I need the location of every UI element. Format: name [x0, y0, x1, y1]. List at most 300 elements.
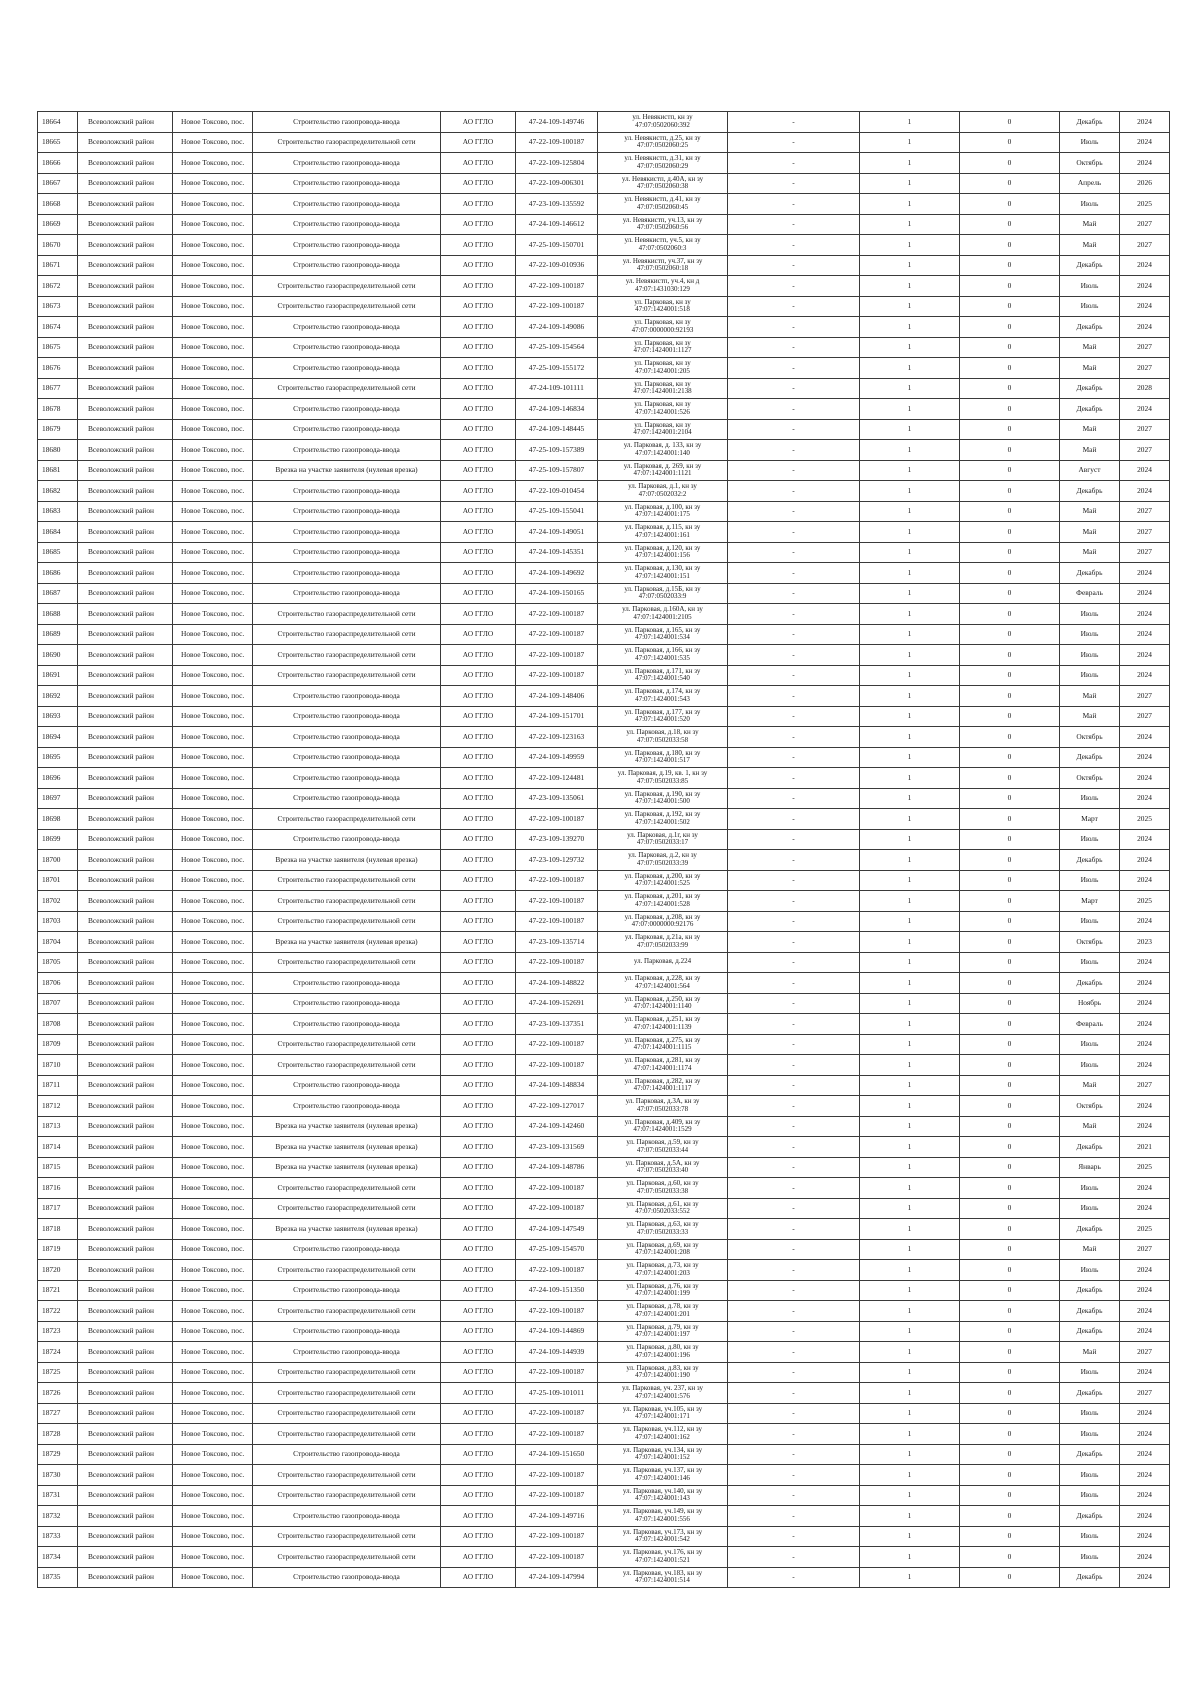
address-line: 47:07:0502033:85 — [636, 776, 689, 785]
settlement-cell: Новое Токсово, пос. — [173, 1178, 253, 1199]
address-line: ул. Парковая, д.409, кн зу — [624, 1117, 701, 1126]
dash-cell: - — [728, 1321, 860, 1342]
month-cell: Июль — [1060, 1485, 1120, 1506]
organization-cell: АО ГГЛО — [441, 235, 516, 256]
address-line: 47:07:1424001:576 — [635, 1391, 690, 1400]
district-cell: Всеволожский район — [78, 235, 173, 256]
application-code-cell: 47-22-109-100187 — [516, 809, 598, 830]
organization-cell: АО ГГЛО — [441, 1444, 516, 1465]
address-line: ул. Парковая, д.63, кн зу — [626, 1220, 699, 1229]
work-type-cell: Строительство газораспределительной сети — [253, 1055, 441, 1076]
year-cell: 2024 — [1120, 1321, 1170, 1342]
work-type-cell: Врезка на участке заявителя (нулевая врезка) — [253, 1137, 441, 1158]
address-cell — [598, 1567, 728, 1588]
dash-cell: - — [728, 932, 860, 953]
settlement-cell: Новое Токсово, пос. — [173, 358, 253, 379]
address-line: 47:07:1424001:162 — [635, 1432, 690, 1441]
work-type-cell: Строительство газопровода-ввода — [253, 563, 441, 584]
address-cell — [598, 276, 728, 297]
address-cell — [598, 1526, 728, 1547]
work-type-cell: Строительство газопровода-ввода — [253, 583, 441, 604]
row-number-cell: 18721 — [38, 1280, 78, 1301]
month-cell: Декабрь — [1060, 1444, 1120, 1465]
table-row — [38, 1362, 1170, 1383]
address-cell — [598, 1137, 728, 1158]
settlement-cell: Новое Токсово, пос. — [173, 686, 253, 707]
district-cell: Всеволожский район — [78, 973, 173, 994]
month-cell: Декабрь — [1060, 255, 1120, 276]
district-cell: Всеволожский район — [78, 153, 173, 174]
quantity-cell: 1 — [860, 645, 960, 666]
quantity-cell: 1 — [860, 1116, 960, 1137]
month-cell: Июль — [1060, 911, 1120, 932]
table-row — [38, 1219, 1170, 1240]
dash-cell: - — [728, 1034, 860, 1055]
address-cell — [598, 1116, 728, 1137]
table-row — [38, 194, 1170, 215]
dash-cell: - — [728, 1485, 860, 1506]
address-line: ул. Невякистп, д.41, кн зу — [624, 195, 701, 204]
address-line: ул. Парковая, д.250, кн зу — [624, 994, 701, 1003]
address-line: ул. Парковая, д.174, кн зу — [624, 687, 701, 696]
month-cell: Июль — [1060, 1178, 1120, 1199]
table-row — [38, 1280, 1170, 1301]
address-line: ул. Парковая, д.1, кн зу — [628, 482, 697, 491]
row-number-cell: 18735 — [38, 1567, 78, 1588]
settlement-cell: Новое Токсово, пос. — [173, 501, 253, 522]
application-code-cell: 47-25-109-154564 — [516, 337, 598, 358]
row-number-cell: 18730 — [38, 1465, 78, 1486]
year-cell: 2024 — [1120, 296, 1170, 317]
month-cell: Декабрь — [1060, 399, 1120, 420]
address-line: 47:07:0502033:58 — [636, 735, 689, 744]
row-number-cell: 18665 — [38, 132, 78, 153]
row-number-cell: 18684 — [38, 522, 78, 543]
zero-value-cell: 0 — [960, 358, 1060, 379]
application-code-cell: 47-24-109-101111 — [516, 378, 598, 399]
organization-cell: АО ГГЛО — [441, 1280, 516, 1301]
row-number-cell: 18694 — [38, 727, 78, 748]
month-cell: Май — [1060, 706, 1120, 727]
row-number-cell: 18683 — [38, 501, 78, 522]
quantity-cell: 1 — [860, 850, 960, 871]
work-type-cell: Строительство газопровода-ввода — [253, 1506, 441, 1527]
month-cell: Июль — [1060, 829, 1120, 850]
settlement-cell: Новое Токсово, пос. — [173, 891, 253, 912]
address-cell — [598, 317, 728, 338]
address-line: 47:07:1424001:161 — [635, 530, 690, 539]
work-type-cell: Строительство газопровода-ввода — [253, 235, 441, 256]
application-code-cell: 47-22-109-100187 — [516, 911, 598, 932]
work-type-cell: Строительство газораспределительной сети — [253, 1403, 441, 1424]
district-cell: Всеволожский район — [78, 645, 173, 666]
dash-cell: - — [728, 1219, 860, 1240]
application-code-cell: 47-25-109-154570 — [516, 1239, 598, 1260]
organization-cell: АО ГГЛО — [441, 747, 516, 768]
month-cell: Июль — [1060, 870, 1120, 891]
address-line: ул. Парковая, д.83, кн зу — [626, 1363, 699, 1372]
settlement-cell: Новое Токсово, пос. — [173, 1260, 253, 1281]
address-line: 47:07:1424001:1140 — [633, 1002, 692, 1011]
address-line: ул. Парковая, д.224 — [633, 957, 692, 966]
row-number-cell: 18697 — [38, 788, 78, 809]
address-line: 47:07:1424001:203 — [635, 1268, 690, 1277]
table-row — [38, 358, 1170, 379]
table-row — [38, 665, 1170, 686]
year-cell: 2024 — [1120, 1465, 1170, 1486]
zero-value-cell: 0 — [960, 1280, 1060, 1301]
address-cell — [598, 358, 728, 379]
district-cell: Всеволожский район — [78, 255, 173, 276]
table-row — [38, 809, 1170, 830]
month-cell: Май — [1060, 542, 1120, 563]
dash-cell: - — [728, 850, 860, 871]
district-cell: Всеволожский район — [78, 1424, 173, 1445]
address-line: ул. Парковая, уч.173, кн зу — [622, 1527, 703, 1536]
settlement-cell: Новое Токсово, пос. — [173, 214, 253, 235]
quantity-cell: 1 — [860, 706, 960, 727]
address-line: 47:07:0502033:39 — [636, 858, 689, 867]
zero-value-cell: 0 — [960, 952, 1060, 973]
application-code-cell: 47-24-109-149746 — [516, 112, 598, 133]
work-type-cell: Строительство газопровода-ввода — [253, 1096, 441, 1117]
district-cell: Всеволожский район — [78, 542, 173, 563]
settlement-cell: Новое Токсово, пос. — [173, 1096, 253, 1117]
district-cell: Всеволожский район — [78, 1547, 173, 1568]
table-row — [38, 624, 1170, 645]
address-line: ул. Парковая, д.100, кн зу — [624, 502, 701, 511]
table-row — [38, 1547, 1170, 1568]
dash-cell: - — [728, 1444, 860, 1465]
dash-cell: - — [728, 747, 860, 768]
dash-cell: - — [728, 973, 860, 994]
address-line: ул. Парковая, д.180, кн зу — [624, 748, 701, 757]
application-code-cell: 47-24-109-149692 — [516, 563, 598, 584]
month-cell: Декабрь — [1060, 1383, 1120, 1404]
quantity-cell: 1 — [860, 1506, 960, 1527]
zero-value-cell: 0 — [960, 911, 1060, 932]
organization-cell: АО ГГЛО — [441, 624, 516, 645]
zero-value-cell: 0 — [960, 1260, 1060, 1281]
address-line: 47:07:0502060:3 — [638, 243, 687, 252]
quantity-cell: 1 — [860, 399, 960, 420]
organization-cell: АО ГГЛО — [441, 768, 516, 789]
year-cell: 2025 — [1120, 1219, 1170, 1240]
settlement-cell: Новое Токсово, пос. — [173, 337, 253, 358]
application-code-cell: 47-24-109-142460 — [516, 1116, 598, 1137]
work-type-cell: Строительство газораспределительной сети — [253, 1465, 441, 1486]
address-cell — [598, 1444, 728, 1465]
application-code-cell: 47-22-109-100187 — [516, 645, 598, 666]
quantity-cell: 1 — [860, 132, 960, 153]
row-number-cell: 18719 — [38, 1239, 78, 1260]
address-line: 47:07:1424001:2138 — [633, 387, 692, 396]
address-line: ул. Парковая, кн зу — [634, 420, 691, 429]
application-code-cell: 47-24-109-149959 — [516, 747, 598, 768]
address-line: ул. Парковая, уч.137, кн зу — [622, 1466, 703, 1475]
zero-value-cell: 0 — [960, 1547, 1060, 1568]
table-row — [38, 1096, 1170, 1117]
organization-cell: АО ГГЛО — [441, 1547, 516, 1568]
month-cell: Декабрь — [1060, 1506, 1120, 1527]
table-row — [38, 522, 1170, 543]
work-type-cell: Строительство газопровода-ввода — [253, 686, 441, 707]
address-cell — [598, 604, 728, 625]
organization-cell: АО ГГЛО — [441, 173, 516, 194]
work-type-cell: Строительство газопровода-ввода — [253, 214, 441, 235]
application-code-cell: 47-24-109-149716 — [516, 1506, 598, 1527]
month-cell: Май — [1060, 522, 1120, 543]
district-cell: Всеволожский район — [78, 706, 173, 727]
year-cell: 2027 — [1120, 501, 1170, 522]
row-number-cell: 18695 — [38, 747, 78, 768]
row-number-cell: 18692 — [38, 686, 78, 707]
organization-cell: АО ГГЛО — [441, 1383, 516, 1404]
organization-cell: АО ГГЛО — [441, 1178, 516, 1199]
settlement-cell: Новое Токсово, пос. — [173, 809, 253, 830]
year-cell: 2024 — [1120, 399, 1170, 420]
month-cell: Май — [1060, 440, 1120, 461]
settlement-cell: Новое Токсово, пос. — [173, 1485, 253, 1506]
table-row — [38, 1526, 1170, 1547]
settlement-cell: Новое Токсово, пос. — [173, 1526, 253, 1547]
settlement-cell: Новое Токсово, пос. — [173, 235, 253, 256]
year-cell: 2027 — [1120, 706, 1170, 727]
zero-value-cell: 0 — [960, 132, 1060, 153]
address-line: ул. Парковая, кн зу — [634, 318, 691, 327]
settlement-cell: Новое Токсово, пос. — [173, 850, 253, 871]
table-row — [38, 378, 1170, 399]
address-cell — [598, 1301, 728, 1322]
table-row — [38, 645, 1170, 666]
settlement-cell: Новое Токсово, пос. — [173, 255, 253, 276]
district-cell: Всеволожский район — [78, 1260, 173, 1281]
address-cell — [598, 542, 728, 563]
table-row — [38, 337, 1170, 358]
row-number-cell: 18727 — [38, 1403, 78, 1424]
zero-value-cell: 0 — [960, 1485, 1060, 1506]
month-cell: Июль — [1060, 665, 1120, 686]
quantity-cell: 1 — [860, 1567, 960, 1588]
application-code-cell: 47-24-109-151350 — [516, 1280, 598, 1301]
organization-cell: АО ГГЛО — [441, 563, 516, 584]
year-cell: 2024 — [1120, 1424, 1170, 1445]
address-line: 47:07:1424001:201 — [635, 1309, 690, 1318]
quantity-cell: 1 — [860, 1547, 960, 1568]
address-line: 47:07:0502033:78 — [636, 1104, 689, 1113]
address-cell — [598, 624, 728, 645]
address-line: ул. Парковая, кн зу — [634, 297, 691, 306]
zero-value-cell: 0 — [960, 522, 1060, 543]
zero-value-cell: 0 — [960, 1096, 1060, 1117]
address-line: ул. Парковая, д.251, кн зу — [624, 1015, 701, 1024]
district-cell: Всеволожский район — [78, 604, 173, 625]
address-line: 47:07:1424001:196 — [635, 1350, 690, 1359]
row-number-cell: 18687 — [38, 583, 78, 604]
district-cell: Всеволожский район — [78, 1239, 173, 1260]
table-row — [38, 1465, 1170, 1486]
address-line: ул. Парковая, д.18, кн зу — [626, 728, 699, 737]
quantity-cell: 1 — [860, 317, 960, 338]
district-cell: Всеволожский район — [78, 1116, 173, 1137]
table-row — [38, 1342, 1170, 1363]
address-cell — [598, 1014, 728, 1035]
address-line: ул. Парковая, кн зу — [634, 379, 691, 388]
table-row — [38, 891, 1170, 912]
month-cell: Декабрь — [1060, 1137, 1120, 1158]
settlement-cell: Новое Токсово, пос. — [173, 419, 253, 440]
settlement-cell: Новое Токсово, пос. — [173, 481, 253, 502]
dash-cell: - — [728, 727, 860, 748]
dash-cell: - — [728, 1526, 860, 1547]
address-line: 47:07:1424001:199 — [635, 1289, 690, 1298]
address-line: ул. Невякистп, д.25, кн зу — [624, 133, 701, 142]
quantity-cell: 1 — [860, 1075, 960, 1096]
application-code-cell: 47-24-109-151701 — [516, 706, 598, 727]
district-cell: Всеволожский район — [78, 583, 173, 604]
address-line: 47:07:1424001:543 — [635, 694, 690, 703]
address-cell — [598, 214, 728, 235]
organization-cell: АО ГГЛО — [441, 255, 516, 276]
organization-cell: АО ГГЛО — [441, 973, 516, 994]
organization-cell: АО ГГЛО — [441, 132, 516, 153]
organization-cell: АО ГГЛО — [441, 604, 516, 625]
dash-cell: - — [728, 173, 860, 194]
month-cell: Октябрь — [1060, 1096, 1120, 1117]
row-number-cell: 18709 — [38, 1034, 78, 1055]
work-type-cell: Строительство газораспределительной сети — [253, 645, 441, 666]
quantity-cell: 1 — [860, 1383, 960, 1404]
application-code-cell: 47-22-109-100187 — [516, 1547, 598, 1568]
district-cell: Всеволожский район — [78, 1465, 173, 1486]
year-cell: 2027 — [1120, 542, 1170, 563]
row-number-cell: 18711 — [38, 1075, 78, 1096]
district-cell: Всеволожский район — [78, 1342, 173, 1363]
application-code-cell: 47-23-109-137351 — [516, 1014, 598, 1035]
month-cell: Июль — [1060, 1055, 1120, 1076]
quantity-cell: 1 — [860, 583, 960, 604]
address-line: 47:07:0502060:18 — [636, 264, 689, 273]
year-cell: 2024 — [1120, 727, 1170, 748]
organization-cell: АО ГГЛО — [441, 378, 516, 399]
dash-cell: - — [728, 563, 860, 584]
application-code-cell: 47-25-109-157807 — [516, 460, 598, 481]
row-number-cell: 18666 — [38, 153, 78, 174]
zero-value-cell: 0 — [960, 194, 1060, 215]
district-cell: Всеволожский район — [78, 563, 173, 584]
month-cell: Декабрь — [1060, 481, 1120, 502]
row-number-cell: 18690 — [38, 645, 78, 666]
zero-value-cell: 0 — [960, 1383, 1060, 1404]
quantity-cell: 1 — [860, 973, 960, 994]
month-cell: Май — [1060, 686, 1120, 707]
application-code-cell: 47-22-109-100187 — [516, 604, 598, 625]
settlement-cell: Новое Токсово, пос. — [173, 378, 253, 399]
year-cell: 2024 — [1120, 1444, 1170, 1465]
quantity-cell: 1 — [860, 1424, 960, 1445]
month-cell: Июль — [1060, 1547, 1120, 1568]
quantity-cell: 1 — [860, 1157, 960, 1178]
zero-value-cell: 0 — [960, 1034, 1060, 1055]
row-number-cell: 18710 — [38, 1055, 78, 1076]
address-cell — [598, 481, 728, 502]
work-type-cell: Строительство газопровода-ввода — [253, 768, 441, 789]
zero-value-cell: 0 — [960, 1424, 1060, 1445]
address-line: 47:07:1424001:525 — [635, 879, 690, 888]
quantity-cell: 1 — [860, 255, 960, 276]
work-type-cell: Строительство газопровода-ввода — [253, 112, 441, 133]
settlement-cell: Новое Токсово, пос. — [173, 153, 253, 174]
organization-cell: АО ГГЛО — [441, 686, 516, 707]
quantity-cell: 1 — [860, 788, 960, 809]
address-line: ул. Парковая, д.208, кн зу — [624, 912, 701, 921]
address-cell — [598, 952, 728, 973]
address-line: 47:07:1424001:156 — [635, 551, 690, 560]
work-type-cell: Строительство газопровода-ввода — [253, 440, 441, 461]
application-code-cell: 47-22-109-100187 — [516, 1034, 598, 1055]
quantity-cell: 1 — [860, 932, 960, 953]
address-line: ул. Парковая, д.21а, кн зу — [624, 933, 701, 942]
table-row — [38, 727, 1170, 748]
year-cell: 2027 — [1120, 686, 1170, 707]
settlement-cell: Новое Токсово, пос. — [173, 1403, 253, 1424]
table-row — [38, 1178, 1170, 1199]
table-row — [38, 1034, 1170, 1055]
district-cell: Всеволожский район — [78, 1444, 173, 1465]
organization-cell: АО ГГЛО — [441, 911, 516, 932]
organization-cell: АО ГГЛО — [441, 317, 516, 338]
district-cell: Всеволожский район — [78, 440, 173, 461]
work-type-cell: Строительство газопровода-ввода — [253, 317, 441, 338]
application-code-cell: 47-24-109-145351 — [516, 542, 598, 563]
address-cell — [598, 706, 728, 727]
table-row — [38, 788, 1170, 809]
dash-cell: - — [728, 1260, 860, 1281]
month-cell: Март — [1060, 809, 1120, 830]
year-cell: 2025 — [1120, 891, 1170, 912]
quantity-cell: 1 — [860, 624, 960, 645]
zero-value-cell: 0 — [960, 973, 1060, 994]
address-line: 47:07:0502033:38 — [636, 1186, 689, 1195]
organization-cell: АО ГГЛО — [441, 153, 516, 174]
address-cell — [598, 1260, 728, 1281]
table-row — [38, 850, 1170, 871]
address-line: ул. Парковая, д.73, кн зу — [626, 1261, 699, 1270]
application-code-cell: 47-22-109-100187 — [516, 870, 598, 891]
dash-cell: - — [728, 1198, 860, 1219]
application-code-cell: 47-25-109-155172 — [516, 358, 598, 379]
address-cell — [598, 932, 728, 953]
month-cell: Июль — [1060, 1034, 1120, 1055]
table-row — [38, 214, 1170, 235]
table-row — [38, 1567, 1170, 1588]
district-cell: Всеволожский район — [78, 112, 173, 133]
year-cell: 2024 — [1120, 911, 1170, 932]
quantity-cell: 1 — [860, 891, 960, 912]
dash-cell: - — [728, 296, 860, 317]
application-code-cell: 47-25-109-150701 — [516, 235, 598, 256]
organization-cell: АО ГГЛО — [441, 1465, 516, 1486]
work-type-cell: Строительство газопровода-ввода — [253, 255, 441, 276]
year-cell: 2024 — [1120, 153, 1170, 174]
row-number-cell: 18720 — [38, 1260, 78, 1281]
address-cell — [598, 870, 728, 891]
year-cell: 2025 — [1120, 809, 1170, 830]
year-cell: 2027 — [1120, 1383, 1170, 1404]
quantity-cell: 1 — [860, 460, 960, 481]
zero-value-cell: 0 — [960, 870, 1060, 891]
year-cell: 2024 — [1120, 1034, 1170, 1055]
